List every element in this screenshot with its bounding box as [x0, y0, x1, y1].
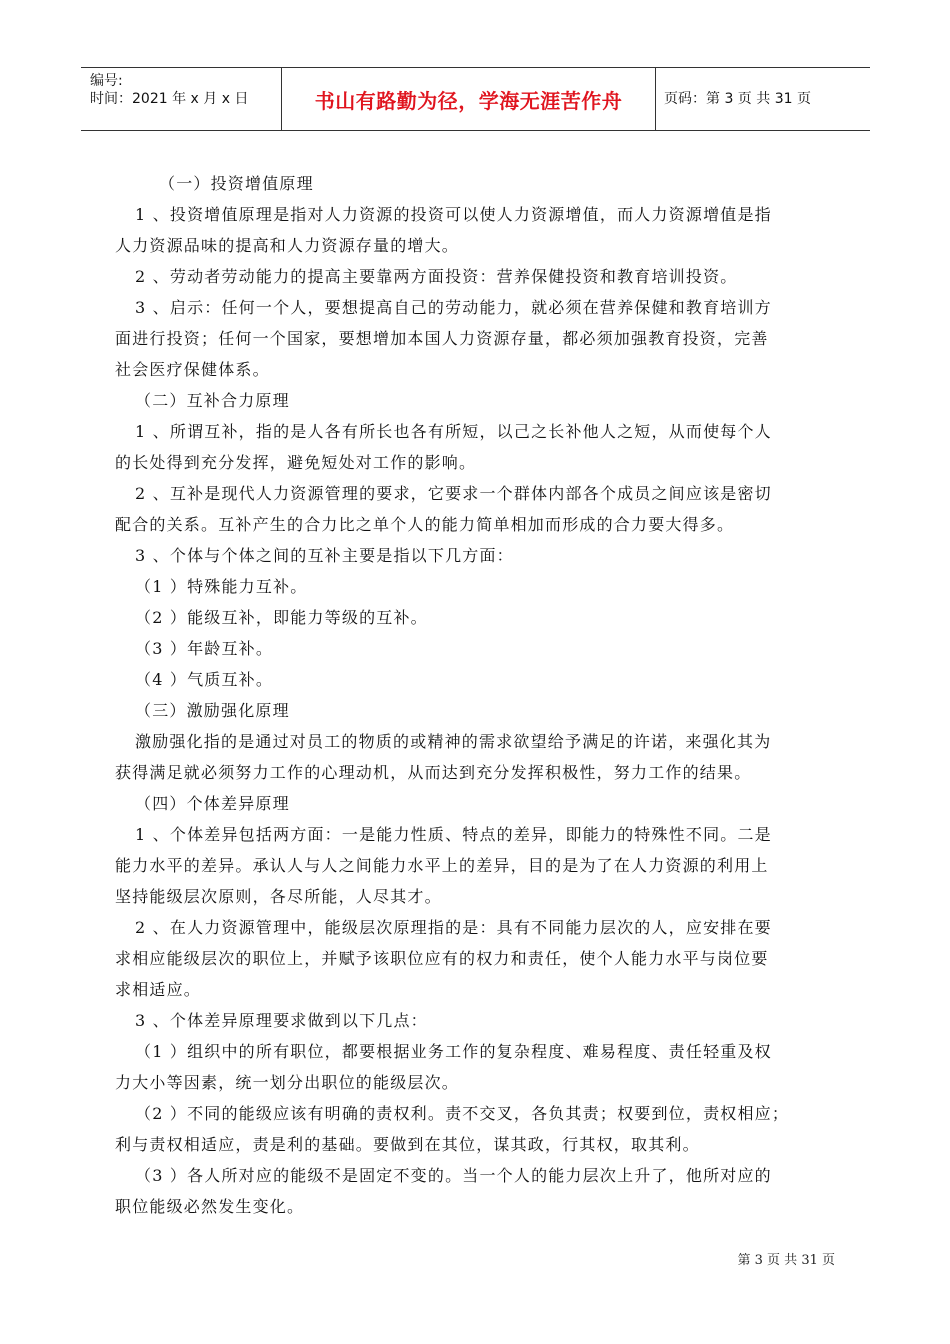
body-paragraph-line: 配合的关系。互补产生的合力比之单个人的能力简单相加而形成的合力要大得多。 [115, 515, 735, 534]
body-paragraph-line: 职位能级必然发生变化。 [115, 1197, 305, 1216]
body-paragraph-line: 2 、劳动者劳动能力的提高主要靠两方面投资：营养保健投资和教育培训投资。 [135, 267, 738, 286]
header-motto: 书山有路勤为径，学海无涯苦作舟 [314, 88, 623, 113]
body-paragraph-line: 获得满足就必须努力工作的心理动机，从而达到充分发挥积极性，努力工作的结果。 [115, 763, 752, 782]
body-paragraph-line: （3 ）年龄互补。 [135, 639, 274, 658]
body-paragraph-line: 求相应能级层次的职位上，并赋予该职位应有的权力和责任，使个人能力水平与岗位要 [115, 949, 769, 968]
body-paragraph-line: （四）个体差异原理 [135, 794, 290, 813]
header-motto-cell [281, 68, 656, 130]
body-paragraph-line: 面进行投资；任何一个国家，要想增加本国人力资源存量，都必须加强教育投资，完善 [115, 329, 769, 348]
body-paragraph-line: 力大小等因素，统一划分出职位的能级层次。 [115, 1073, 460, 1092]
document-number-label: 编号: [90, 73, 123, 89]
body-paragraph-line: 3 、个体与个体之间的互补主要是指以下几方面： [135, 546, 514, 565]
body-paragraph-line: 激励强化指的是通过对员工的物质的或精神的需求欲望给予满足的许诺，来强化其为 [135, 732, 772, 751]
header-page-number: 页码：第 3 页 共 31 页 [664, 91, 811, 107]
page-header [81, 67, 870, 131]
body-paragraph-line: 1 、所谓互补，指的是人各有所长也各有所短，以己之长补他人之短，从而使每个人 [135, 422, 772, 441]
body-paragraph-line: （1 ）组织中的所有职位，都要根据业务工作的复杂程度、难易程度、责任轻重及权 [135, 1042, 772, 1061]
body-paragraph-line: 1 、个体差异包括两方面：一是能力性质、特点的差异，即能力的特殊性不同。二是 [135, 825, 772, 844]
footer-page-number: 第 3 页 共 31 页 [737, 1253, 835, 1268]
body-paragraph-line: （3 ）各人所对应的能级不是固定不变的。当一个人的能力层次上升了，他所对应的 [135, 1166, 772, 1185]
body-paragraph-line: （三）激励强化原理 [135, 701, 290, 720]
body-paragraph-line: 3 、个体差异原理要求做到以下几点： [135, 1011, 428, 1030]
body-paragraph-line: 3 、启示：任何一个人，要想提高自己的劳动能力，就必须在营养保健和教育培训方 [135, 298, 772, 317]
document-body [115, 168, 835, 1222]
body-paragraph-line: （4 ）气质互补。 [135, 670, 274, 689]
body-paragraph-line: （一）投资增值原理 [159, 174, 314, 193]
body-paragraph-line: 2 、在人力资源管理中，能级层次原理指的是：具有不同能力层次的人，应安排在要 [135, 918, 772, 937]
header-meta-cell [81, 68, 281, 130]
body-paragraph-line: 1 、投资增值原理是指对人力资源的投资可以使人力资源增值，而人力资源增值是指 [135, 205, 772, 224]
body-paragraph-line: （2 ）不同的能级应该有明确的责权利。责不交叉，各负其责；权要到位，责权相应； [135, 1104, 790, 1123]
body-paragraph-line: （1 ）特殊能力互补。 [135, 577, 308, 596]
document-date-label: 时间：2021 年 x 月 x 日 [90, 91, 249, 107]
body-paragraph-line: 社会医疗保健体系。 [115, 360, 270, 379]
body-paragraph-line: 坚持能级层次原则，各尽所能，人尽其才。 [115, 887, 442, 906]
body-paragraph-line: 求相适应。 [115, 980, 202, 999]
body-paragraph-line: （2 ）能级互补，即能力等级的互补。 [135, 608, 428, 627]
body-paragraph-line: 的长处得到充分发挥，避免短处对工作的影响。 [115, 453, 477, 472]
body-paragraph-line: 人力资源品味的提高和人力资源存量的增大。 [115, 236, 460, 255]
body-paragraph-line: 利与责权相适应，责是利的基础。要做到在其位，谋其政，行其权，取其利。 [115, 1135, 700, 1154]
body-paragraph-line: （二）互补合力原理 [135, 391, 290, 410]
body-paragraph-line: 能力水平的差异。承认人与人之间能力水平上的差异，目的是为了在人力资源的利用上 [115, 856, 769, 875]
header-page-cell [654, 68, 870, 130]
body-paragraph-line: 2 、互补是现代人力资源管理的要求，它要求一个群体内部各个成员之间应该是密切 [135, 484, 772, 503]
